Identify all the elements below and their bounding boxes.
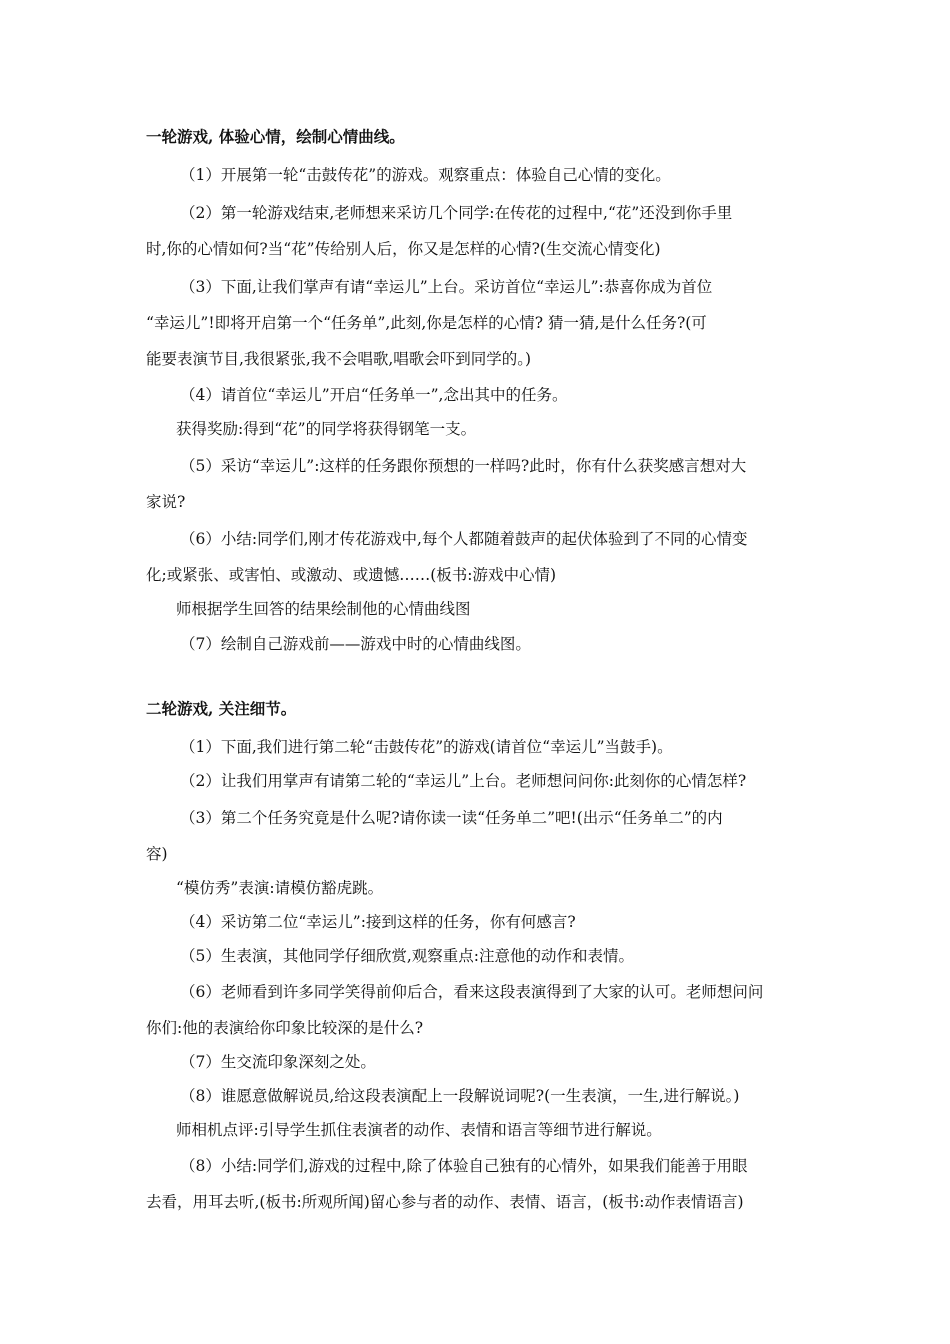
paragraph-line: （6）老师看到许多同学笑得前仰后合，看来这段表演得到了大家的认可。老师想问问 <box>180 983 764 1001</box>
section-1-heading: 一轮游戏, 体验心情，绘制心情曲线。 <box>146 127 405 146</box>
paragraph-line: （6）小结:同学们,刚才传花游戏中,每个人都随着鼓声的起伏体验到了不同的心情变 <box>180 530 748 548</box>
paragraph-line: （4）采访第二位“幸运儿”:接到这样的任务，你有何感言? <box>180 913 576 931</box>
paragraph-line: （4）请首位“幸运儿”开启“任务单一”,念出其中的任务。 <box>180 386 568 404</box>
paragraph-line: （3）第二个任务究竟是什么呢?请你读一读“任务单二”吧!(出示“任务单二”的内 <box>180 809 723 827</box>
paragraph-line: （5）生表演，其他同学仔细欣赏,观察重点:注意他的动作和表情。 <box>180 947 635 965</box>
paragraph-line: （8）谁愿意做解说员,给这段表演配上一段解说词呢?(一生表演，一生,进行解说。) <box>180 1087 740 1105</box>
paragraph-line: （5）采访“幸运儿”:这样的任务跟你预想的一样吗?此时，你有什么获奖感言想对大 <box>180 457 747 475</box>
paragraph-line: （2）第一轮游戏结束,老师想来采访几个同学:在传花的过程中,“花”还没到你手里 <box>180 204 733 222</box>
paragraph-line: （1）下面,我们进行第二轮“击鼓传花”的游戏(请首位“幸运儿”当鼓手)。 <box>180 738 673 756</box>
paragraph-line: 时,你的心情如何?当“花”传给别人后，你又是怎样的心情?(生交流心情变化) <box>146 240 661 258</box>
section-2-heading: 二轮游戏, 关注细节。 <box>146 699 297 718</box>
paragraph-line: “模仿秀”表演:请模仿豁虎跳。 <box>176 879 384 897</box>
paragraph-line: （7）生交流印象深刻之处。 <box>180 1053 376 1071</box>
paragraph-line: 获得奖励:得到“花”的同学将获得钢笔一支。 <box>176 420 477 438</box>
paragraph-line: （2）让我们用掌声有请第二轮的“幸运儿”上台。老师想问问你:此刻你的心情怎样? <box>180 772 747 790</box>
paragraph-line: 师根据学生回答的结果绘制他的心情曲线图 <box>176 600 471 618</box>
paragraph-line: “幸运儿”!即将开启第一个“任务单”,此刻,你是怎样的心情? 猜一猜,是什么任务?(可 <box>146 314 707 332</box>
paragraph-line: 能要表演节目,我很紧张,我不会唱歌,唱歌会吓到同学的。) <box>146 350 532 368</box>
paragraph-line: （8）小结:同学们,游戏的过程中,除了体验自己独有的心情外，如果我们能善于用眼 <box>180 1157 748 1175</box>
paragraph-line: 去看，用耳去听,(板书:所观所闻)留心参与者的动作、表情、语言，(板书:动作表情语言) <box>146 1193 744 1211</box>
paragraph-line: 你们:他的表演给你印象比较深的是什么? <box>146 1019 424 1037</box>
paragraph-line: 家说? <box>146 493 186 511</box>
paragraph-line: （3）下面,让我们掌声有请“幸运儿”上台。采访首位“幸运儿”:恭喜你成为首位 <box>180 278 713 296</box>
paragraph-line: （7）绘制自己游戏前——游戏中时的心情曲线图。 <box>180 635 531 653</box>
paragraph-line: （1）开展第一轮“击鼓传花”的游戏。观察重点：体验自己心情的变化。 <box>180 166 671 184</box>
paragraph-line: 容) <box>146 845 168 863</box>
paragraph-line: 化;或紧张、或害怕、或激动、或遗憾……(板书:游戏中心情) <box>146 566 557 584</box>
paragraph-line: 师相机点评:引导学生抓住表演者的动作、表情和语言等细节进行解说。 <box>176 1121 662 1139</box>
